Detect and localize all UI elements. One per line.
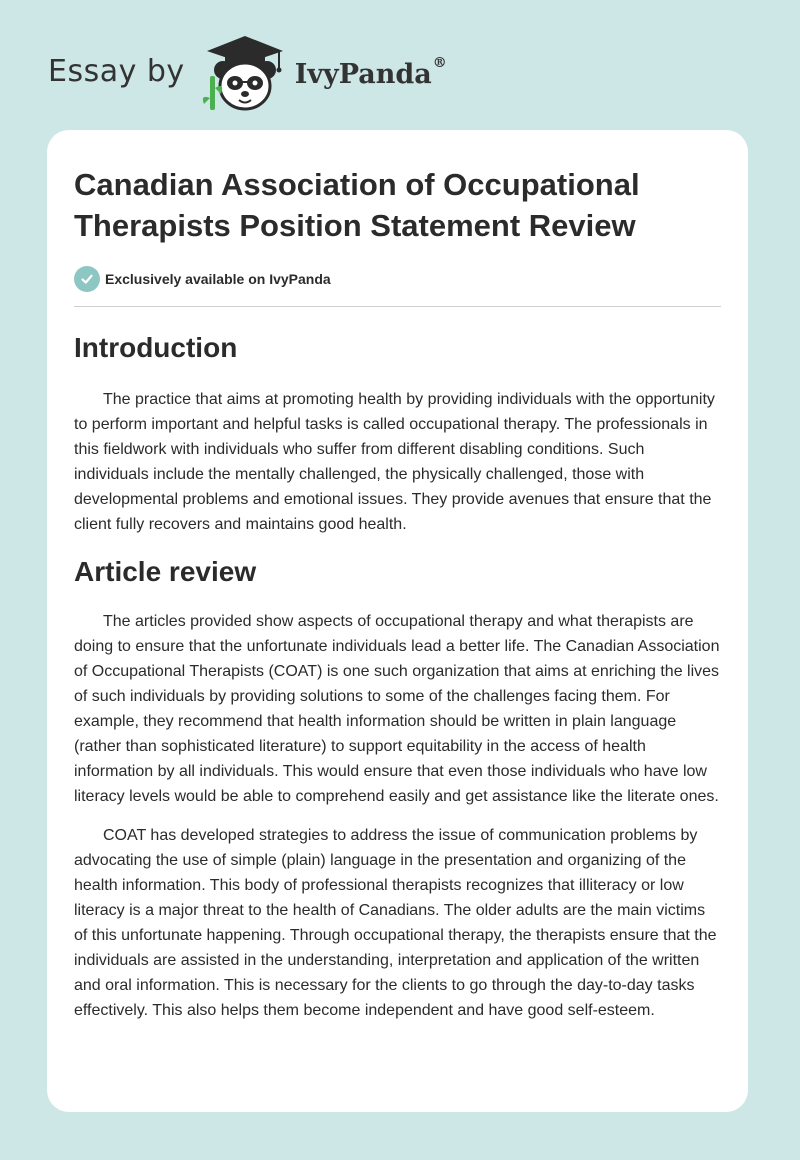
section-heading-article-review: Article review xyxy=(74,556,257,587)
brand-prefix: Essay by xyxy=(48,53,185,89)
paragraph-article-review-2: COAT has developed strategies to address the issue of communication problems by advocating the use of simple (plain) language in the presentation and organizing of the health information. This body of professional therapists recognizes that illiteracy or low literacy is a major threat to the health of Canadians. The older adults are the main victims of this unfortunate happening. Through occupational therapy, the therapists ensure that the individuals are assisted in the understanding, interpretation and application of the written and oral information. This is necessary for the clients to go through the day-to-day tasks effectively. This also helps them become independent and have good self-esteem. xyxy=(74,827,717,1019)
brand-name xyxy=(294,54,447,90)
section-heading-introduction: Introduction xyxy=(74,332,238,363)
paragraph-article-review-1: The articles provided show aspects of occupational therapy and what therapists are doing to ensure that the unfortunate individuals lead a better life. The Canadian Association of Occupational Therapists (COAT) is one such organization that aims at enriching the lives of such individuals by providing solutions to some of the challenges facing them. For example, they recommend that health information should be written in plain language (rather than sophisticated literature) to support equitability in the access of health information by all individuals. This would ensure that even those individuals who have low literacy levels would be able to comprehend easily and get assistance like the literate ones. xyxy=(74,613,720,805)
page-title: Canadian Association of Occupational Therapists Position Statement Review xyxy=(74,167,640,243)
essay-card xyxy=(47,130,748,1112)
brand-name-text: IvyPanda xyxy=(294,58,432,90)
checkmark-icon xyxy=(74,266,100,292)
panda-logo-icon xyxy=(199,34,291,114)
paragraph-introduction: The practice that aims at promoting health by providing individuals with the opportunity to perform important and helpful tasks is called occupational therapy. The professionals in this fieldwork with individuals who suffer from different disabling conditions. Such individuals include the mentally challenged, the physically challenged, those with developmental problems and emotional issues. They provide avenues that ensure that the client fully recovers and maintains good health. xyxy=(74,391,715,533)
brand-header[interactable] xyxy=(48,34,447,114)
exclusive-label: Exclusively available on IvyPanda xyxy=(105,271,331,287)
divider xyxy=(74,306,721,307)
registered-mark: ® xyxy=(432,54,447,71)
exclusive-badge xyxy=(74,265,721,293)
